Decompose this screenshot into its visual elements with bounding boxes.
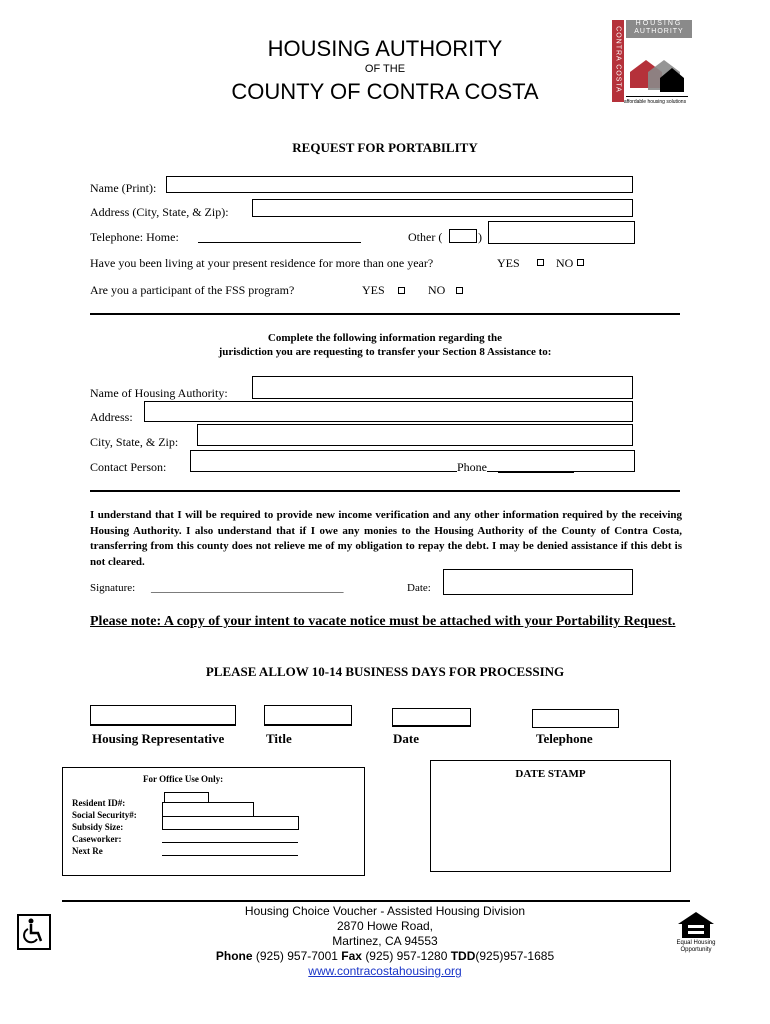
header-title-line2: COUNTY OF CONTRA COSTA: [231, 79, 539, 104]
header-title-line1: HOUSING AUTHORITY: [267, 36, 503, 61]
section-divider-2: [90, 490, 680, 492]
caseworker-label: Caseworker:: [72, 834, 122, 844]
name-input[interactable]: [166, 176, 633, 193]
rep-telephone-label: Telephone: [536, 731, 593, 746]
header-title-of: OF THE: [364, 63, 406, 75]
fss-no-label: NO: [428, 283, 446, 297]
telephone-other-number-input[interactable]: [488, 221, 635, 244]
fss-yes-label: YES: [362, 283, 385, 297]
form-title: REQUEST FOR PORTABILITY: [292, 140, 478, 155]
jurisdiction-instruction-line1: Complete the following information regarding the: [267, 332, 503, 344]
residence-no-checkbox[interactable]: [577, 259, 584, 266]
fss-question: Are you a participant of the FSS program?: [90, 283, 295, 297]
address-input[interactable]: [252, 199, 633, 217]
office-use-heading: For Office Use Only:: [143, 774, 224, 784]
footer-fax: (925) 957-1280: [365, 949, 448, 963]
next-re-input[interactable]: [162, 843, 298, 856]
title-label: Title: [266, 731, 292, 746]
logo-top-text2: AUTHORITY: [634, 28, 684, 35]
section-divider: [90, 313, 680, 315]
ha-name-label: Name of Housing Authority:: [90, 386, 228, 400]
ha-city-label: City, State, & Zip:: [90, 435, 179, 449]
processing-notice: PLEASE ALLOW 10-14 BUSINESS DAYS FOR PROCESSING: [205, 664, 565, 679]
housing-rep-input[interactable]: [90, 705, 236, 726]
footer-tdd-label: TDD: [450, 949, 476, 963]
fss-no-checkbox[interactable]: [456, 287, 463, 294]
office-use-panel: [62, 767, 365, 876]
rep-telephone-input[interactable]: [532, 709, 619, 728]
footer-phone-label: Phone: [215, 949, 253, 963]
ha-city-input[interactable]: [197, 424, 633, 446]
contact-person-label: Contact Person:: [90, 460, 167, 474]
telephone-other-label: Other (: [408, 230, 443, 244]
telephone-other-input[interactable]: [449, 229, 477, 243]
eho-text-line2: Opportunity: [680, 947, 712, 953]
signature-line[interactable]: ___________________________________: [151, 582, 344, 594]
footer-city: Martinez, CA 94553: [332, 934, 438, 948]
agreement-text: I understand that I will be required to provide new income verification and any other information required by the receiving Housing Authority. I also understand that if I owe any monies to the Housing Authority of the County of Contra Costa, transferring from this county does not relieve me of my obligation to repay the debt. I may be denied assistance if this debt is not cleared.: [90, 509, 682, 568]
date-label: Date:: [407, 582, 431, 594]
footer-divider: [62, 900, 690, 902]
date-stamp-label: DATE STAMP: [515, 768, 586, 780]
footer-fax-label: Fax: [341, 949, 362, 963]
footer-tdd: (925)957-1685: [475, 949, 555, 963]
rep-date-label: Date: [393, 731, 419, 746]
housing-authority-logo: [612, 20, 692, 110]
housing-rep-label: Housing Representative: [92, 731, 225, 746]
equal-housing-icon: [676, 910, 716, 958]
footer-division: Housing Choice Voucher - Assisted Housing Division: [244, 904, 526, 918]
footer-website-link[interactable]: www.contracostahousing.org: [308, 964, 462, 978]
subsidy-size-input[interactable]: [162, 816, 299, 830]
footer-street: 2870 Howe Road,: [336, 919, 434, 933]
next-re-label: Next Re: [72, 846, 103, 856]
residence-question: Have you been living at your present residence for more than one year?: [90, 256, 434, 270]
contact-phone-input[interactable]: [498, 456, 574, 473]
ha-address-label: Address:: [90, 410, 133, 424]
jurisdiction-instruction-line2: jurisdiction you are requesting to transfer your Section 8 Assistance to:: [218, 346, 552, 358]
subsidy-size-label: Subsidy Size:: [72, 822, 124, 832]
attach-notice: Please note: A copy of your intent to vacate notice must be attached with your Portability Request.: [90, 614, 676, 629]
rep-date-input[interactable]: [392, 708, 471, 727]
residence-no-label: NO: [556, 256, 574, 270]
date-stamp-panel: [430, 760, 671, 872]
footer-phone: (925) 957-7001: [255, 949, 338, 963]
residence-yes-checkbox[interactable]: [537, 259, 544, 266]
telephone-home-input[interactable]: [198, 226, 361, 243]
ha-name-input[interactable]: [252, 376, 633, 399]
social-security-input[interactable]: [162, 802, 254, 817]
address-label: Address (City, State, & Zip):: [90, 205, 229, 219]
logo-tagline: affordable housing solutions: [623, 99, 687, 105]
signature-label: Signature:: [90, 582, 136, 594]
eho-text-line1: Equal Housing: [676, 940, 716, 946]
resident-id-label: Resident ID#:: [72, 798, 126, 808]
logo-top-text: HOUSING: [635, 20, 683, 27]
ha-address-input[interactable]: [144, 401, 633, 422]
contact-phone-label: Phone: [457, 460, 487, 474]
social-security-label: Social Security#:: [72, 810, 137, 820]
name-label: Name (Print):: [90, 181, 157, 195]
date-input[interactable]: [443, 569, 633, 595]
fss-yes-checkbox[interactable]: [398, 287, 405, 294]
telephone-home-label: Telephone: Home:: [90, 230, 179, 244]
residence-yes-label: YES: [497, 256, 520, 270]
telephone-other-close: ): [478, 230, 482, 244]
caseworker-input[interactable]: [162, 830, 298, 843]
title-input[interactable]: [264, 705, 352, 726]
footer-contact-line: [0, 949, 770, 963]
logo-side-text: CONTRA COSTA: [614, 26, 622, 93]
